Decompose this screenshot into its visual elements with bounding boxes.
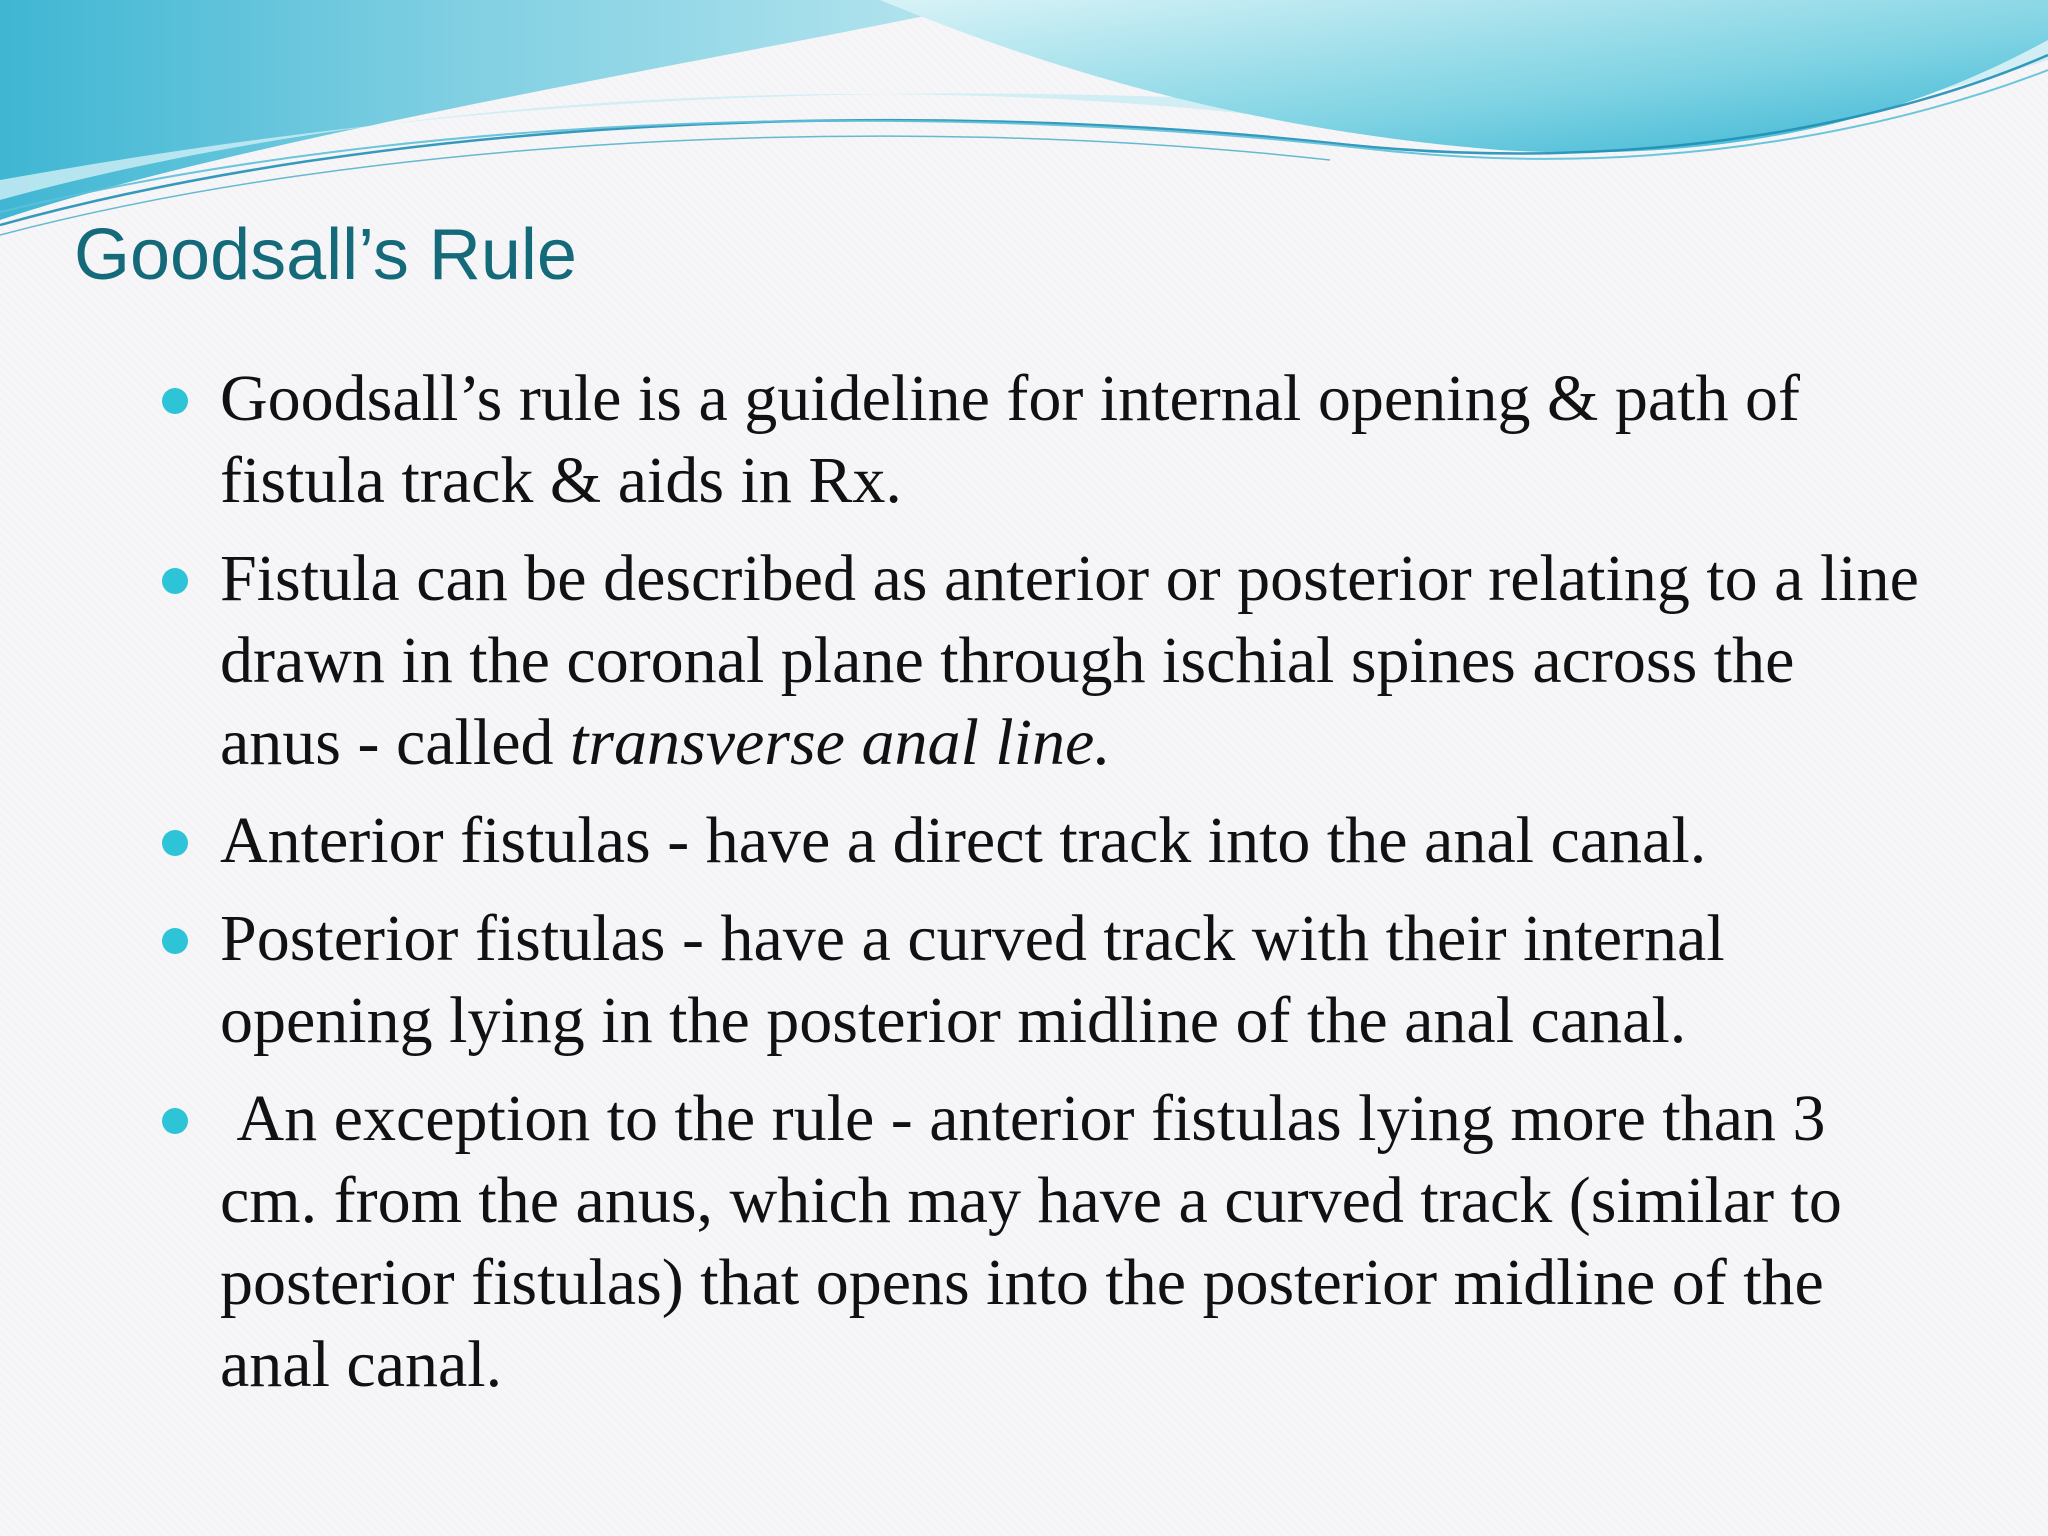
bullet-text: An exception to the rule - anterior fistulas lying more than 3 cm. from the anus, which may have a curved track (similar to posterior fistulas) that opens into the posterior midline of the anal canal. [220,1082,1859,1401]
bullet-list [160,358,1920,1422]
bullet-dot-icon [162,830,188,856]
bullet-text: Fistula can be described as anterior or posterior relating to a line drawn in the coronal plane through ischial spines across the anus - called [220,542,1919,779]
bullet-dot-icon [162,388,188,414]
bullet-item [160,358,1920,522]
bullet-dot-icon [162,1108,188,1134]
emphasized-term: transverse anal line. [570,706,1111,779]
bullet-item [160,800,1920,882]
bullet-text: Posterior fistulas - have a curved track with their internal opening lying in the posterior midline of the anal canal. [220,902,1725,1057]
bullet-dot-icon [162,928,188,954]
bullet-item [160,1078,1920,1406]
bullet-item [160,898,1920,1062]
bullet-text: Goodsall’s rule is a guideline for internal opening & path of fistula track & aids in Rx. [220,362,1800,517]
slide-title: Goodsall’s Rule [74,215,577,295]
bullet-text: Anterior fistulas - have a direct track into the anal canal. [220,804,1707,877]
bullet-item [160,538,1920,784]
bullet-dot-icon [162,568,188,594]
